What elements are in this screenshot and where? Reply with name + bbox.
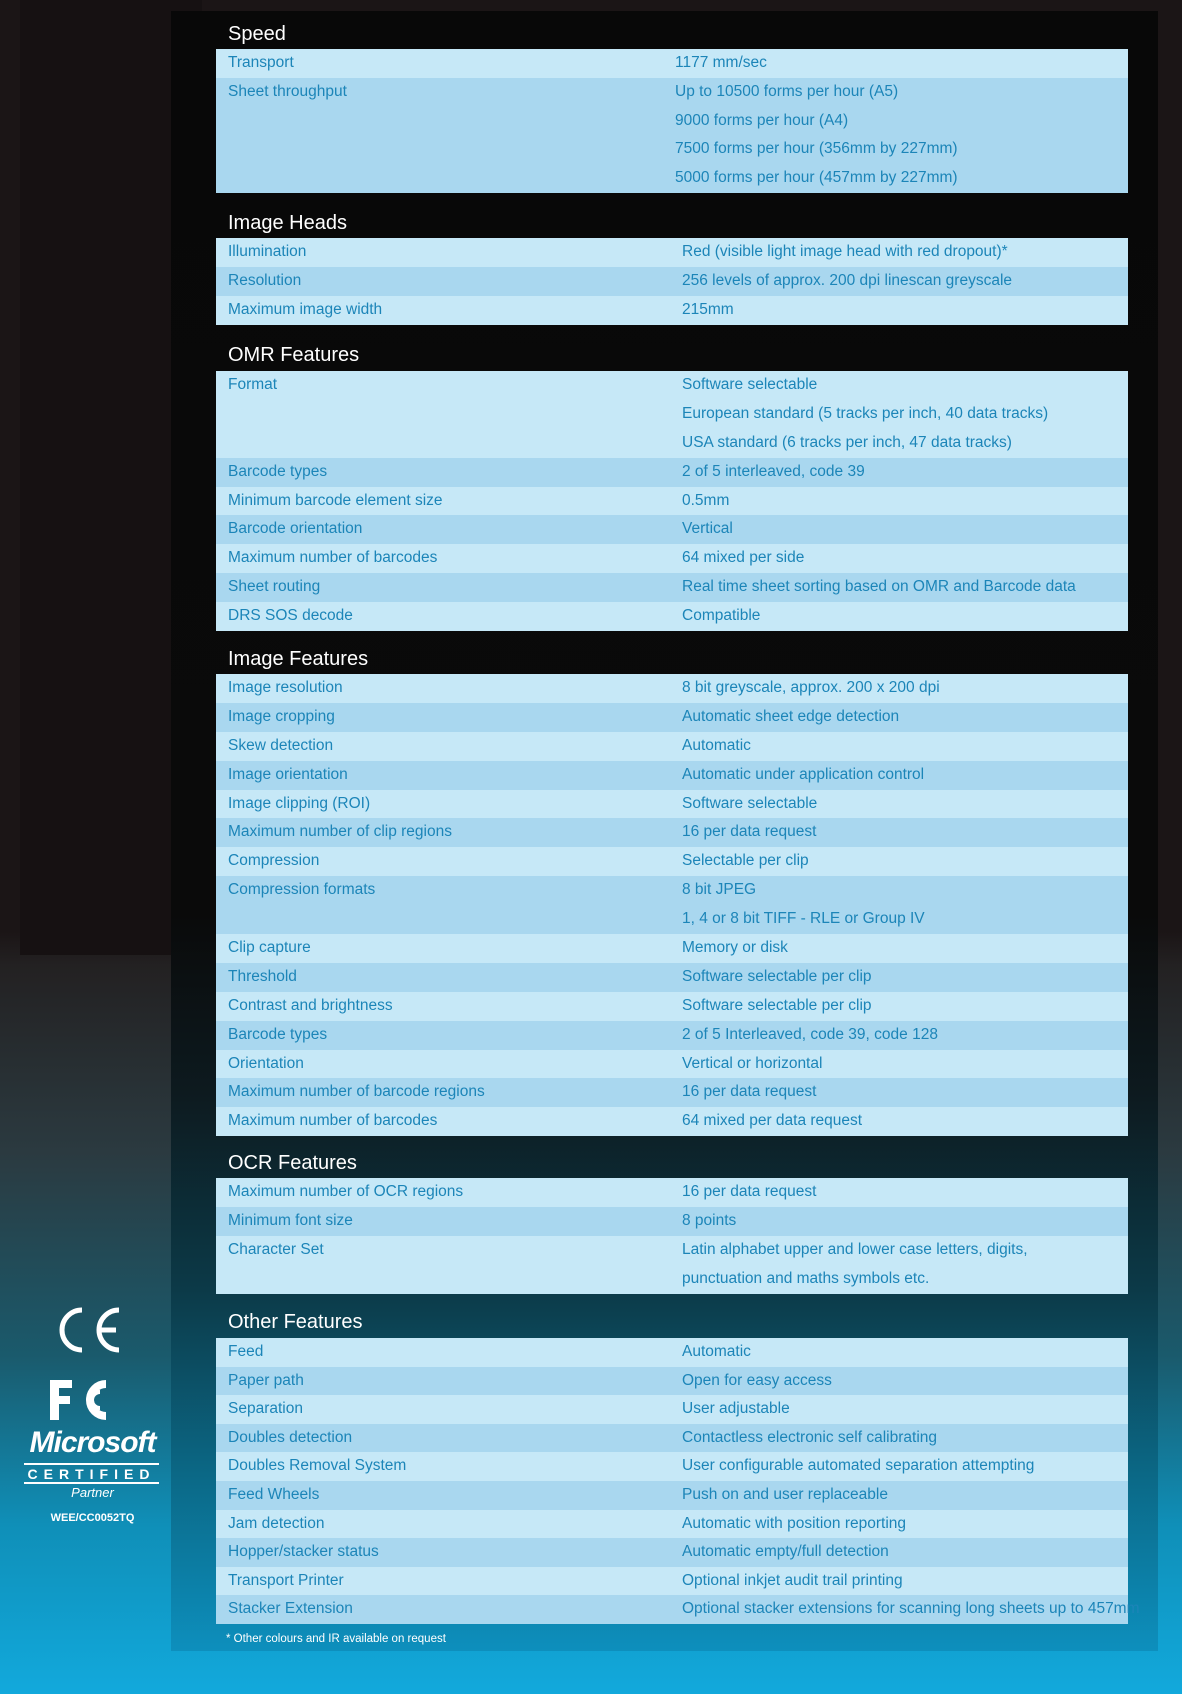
spec-row bbox=[216, 1510, 1128, 1539]
spec-label: Transport Printer bbox=[228, 1571, 344, 1589]
spec-value: 9000 forms per hour (A4) bbox=[675, 111, 849, 129]
spec-row bbox=[216, 515, 1128, 544]
spec-label: Doubles detection bbox=[228, 1428, 353, 1446]
spec-value: 8 points bbox=[682, 1211, 737, 1229]
spec-label: Maximum number of barcode regions bbox=[228, 1083, 485, 1101]
spec-row bbox=[216, 573, 1128, 602]
spec-row bbox=[216, 371, 1128, 458]
spec-table bbox=[216, 1338, 1140, 1624]
footnote: * Other colours and IR available on request bbox=[226, 1633, 446, 1645]
section-title: Speed bbox=[228, 23, 286, 45]
spec-row bbox=[216, 487, 1128, 516]
spec-label: Threshold bbox=[228, 967, 297, 985]
spec-row bbox=[216, 1207, 1128, 1236]
spec-label: Sheet routing bbox=[228, 578, 321, 596]
spec-label: Hopper/stacker status bbox=[228, 1543, 379, 1561]
spec-row bbox=[216, 296, 1128, 325]
spec-value: Vertical or horizontal bbox=[682, 1054, 823, 1072]
section-title: OCR Features bbox=[228, 1152, 357, 1174]
spec-table bbox=[216, 674, 1128, 1136]
spec-row bbox=[216, 1367, 1128, 1396]
spec-value: punctuation and maths symbols etc. bbox=[682, 1269, 930, 1287]
spec-value: User configurable automated separation attempting bbox=[682, 1457, 1035, 1475]
spec-value: User adjustable bbox=[682, 1400, 790, 1418]
spec-label: Separation bbox=[228, 1400, 303, 1418]
spec-row bbox=[216, 1424, 1128, 1453]
spec-label: Image orientation bbox=[228, 765, 348, 783]
spec-value: Up to 10500 forms per hour (A5) bbox=[675, 82, 899, 100]
spec-label: Minimum font size bbox=[228, 1211, 353, 1229]
spec-label: DRS SOS decode bbox=[228, 607, 353, 625]
spec-value: 2 of 5 interleaved, code 39 bbox=[682, 462, 865, 480]
spec-value: Software selectable bbox=[682, 376, 818, 393]
spec-value: Vertical bbox=[682, 520, 733, 538]
spec-label: Illumination bbox=[228, 243, 307, 260]
spec-label: Transport bbox=[228, 54, 294, 71]
spec-value: Software selectable per clip bbox=[682, 996, 872, 1014]
spec-label: Paper path bbox=[228, 1371, 304, 1389]
spec-row bbox=[216, 1021, 1128, 1050]
spec-row bbox=[216, 1178, 1128, 1207]
spec-label: Maximum image width bbox=[228, 301, 383, 318]
spec-table bbox=[216, 238, 1128, 325]
certification-code: WEE/CC0052TQ bbox=[50, 1512, 135, 1524]
spec-row bbox=[216, 876, 1128, 934]
spec-value: Real time sheet sorting based on OMR and Barcode data bbox=[682, 578, 1076, 596]
spec-row bbox=[216, 847, 1128, 876]
spec-value: 8 bit JPEG bbox=[682, 881, 757, 899]
spec-value: Automatic with position reporting bbox=[682, 1514, 907, 1532]
spec-value: Automatic bbox=[682, 736, 751, 754]
spec-value: 1, 4 or 8 bit TIFF - RLE or Group IV bbox=[682, 910, 925, 928]
spec-value: 0.5mm bbox=[682, 491, 730, 509]
spec-row bbox=[216, 602, 1128, 631]
spec-label: Maximum number of barcodes bbox=[228, 1112, 438, 1130]
spec-label: Feed Wheels bbox=[228, 1485, 320, 1503]
microsoft-certified-label: CERTIFIED bbox=[24, 1463, 159, 1484]
spec-label: Minimum barcode element size bbox=[228, 491, 443, 509]
spec-value: Compatible bbox=[682, 607, 761, 625]
spec-label: Image cropping bbox=[228, 707, 335, 725]
spec-value: 64 mixed per data request bbox=[682, 1112, 863, 1130]
spec-row bbox=[216, 267, 1128, 296]
spec-label: Barcode types bbox=[228, 1025, 328, 1043]
spec-value: Software selectable bbox=[682, 794, 818, 812]
spec-row bbox=[216, 1567, 1128, 1596]
spec-value: 8 bit greyscale, approx. 200 x 200 dpi bbox=[682, 679, 940, 696]
spec-label: Orientation bbox=[228, 1054, 304, 1072]
spec-value: Contactless electronic self calibrating bbox=[682, 1428, 938, 1446]
spec-value: Push on and user replaceable bbox=[682, 1485, 888, 1503]
spec-label: Sheet throughput bbox=[228, 82, 347, 100]
spec-row bbox=[216, 544, 1128, 573]
spec-value: Automatic sheet edge detection bbox=[682, 707, 900, 725]
spec-row bbox=[216, 934, 1128, 963]
spec-row bbox=[216, 703, 1128, 732]
spec-value: 5000 forms per hour (457mm by 227mm) bbox=[675, 169, 958, 187]
spec-row bbox=[216, 1595, 1140, 1624]
spec-value: Optional stacker extensions for scanning long sheets up to 457mm bbox=[682, 1600, 1140, 1618]
spec-value: Automatic empty/full detection bbox=[682, 1543, 889, 1561]
section-title: OMR Features bbox=[228, 344, 360, 366]
spec-row bbox=[216, 790, 1128, 819]
spec-value: Optional inkjet audit trail printing bbox=[682, 1571, 903, 1589]
spec-label: Resolution bbox=[228, 272, 302, 289]
section-title: Image Features bbox=[228, 648, 369, 670]
microsoft-partner-label: Partner bbox=[71, 1485, 114, 1500]
spec-value: 256 levels of approx. 200 dpi linescan greyscale bbox=[682, 272, 1013, 289]
spec-table bbox=[216, 49, 1128, 193]
spec-label: Stacker Extension bbox=[228, 1600, 353, 1618]
spec-label: Format bbox=[228, 376, 278, 393]
spec-row bbox=[216, 732, 1128, 761]
spec-row bbox=[216, 761, 1128, 790]
spec-value: 215mm bbox=[682, 301, 734, 318]
spec-value: Software selectable per clip bbox=[682, 967, 872, 985]
spec-label: Doubles Removal System bbox=[228, 1457, 407, 1475]
spec-value: 2 of 5 Interleaved, code 39, code 128 bbox=[682, 1025, 938, 1043]
spec-value: Red (visible light image head with red dropout)* bbox=[682, 243, 1008, 260]
spec-value: European standard (5 tracks per inch, 40 data tracks) bbox=[682, 404, 1049, 422]
spec-row bbox=[216, 1050, 1128, 1079]
spec-row bbox=[216, 674, 1128, 703]
spec-value: Selectable per clip bbox=[682, 852, 809, 870]
spec-row bbox=[216, 1078, 1128, 1107]
spec-label: Feed bbox=[228, 1343, 264, 1360]
spec-label: Compression bbox=[228, 852, 320, 870]
section-title: Other Features bbox=[228, 1311, 363, 1333]
fcc-mark-icon bbox=[20, 1372, 165, 1428]
spec-row bbox=[216, 1538, 1128, 1567]
spec-value: 16 per data request bbox=[682, 1183, 817, 1200]
spec-row bbox=[216, 963, 1128, 992]
spec-row bbox=[216, 1338, 1128, 1367]
ce-mark-icon bbox=[20, 1302, 165, 1358]
spec-value: Automatic bbox=[682, 1343, 751, 1360]
spec-value: 16 per data request bbox=[682, 1083, 817, 1101]
spec-value: 64 mixed per side bbox=[682, 549, 805, 567]
spec-table bbox=[216, 371, 1128, 631]
spec-value: 1177 mm/sec bbox=[675, 54, 767, 71]
spec-row bbox=[216, 238, 1128, 267]
spec-label: Contrast and brightness bbox=[228, 996, 393, 1014]
spec-value: Automatic under application control bbox=[682, 765, 925, 783]
spec-value: 7500 forms per hour (356mm by 227mm) bbox=[675, 140, 958, 158]
spec-row bbox=[216, 458, 1128, 487]
spec-row bbox=[216, 1481, 1128, 1510]
spec-label: Compression formats bbox=[228, 881, 376, 899]
microsoft-logo: Microsoft bbox=[29, 1426, 156, 1459]
spec-row bbox=[216, 1452, 1128, 1481]
spec-table bbox=[216, 1178, 1128, 1294]
spec-label: Barcode orientation bbox=[228, 520, 363, 538]
spec-value: 16 per data request bbox=[682, 823, 817, 841]
spec-label: Skew detection bbox=[228, 736, 334, 754]
spec-label: Maximum number of clip regions bbox=[228, 823, 452, 841]
spec-value: USA standard (6 tracks per inch, 47 data tracks) bbox=[682, 433, 1012, 451]
spec-row bbox=[216, 49, 1128, 78]
spec-label: Maximum number of barcodes bbox=[228, 549, 438, 567]
spec-label: Image resolution bbox=[228, 679, 343, 696]
spec-value: Latin alphabet upper and lower case letters, digits, bbox=[682, 1240, 1028, 1258]
spec-row bbox=[216, 78, 1128, 193]
spec-row bbox=[216, 1395, 1128, 1424]
spec-label: Barcode types bbox=[228, 462, 328, 480]
spec-label: Character Set bbox=[228, 1240, 324, 1258]
spec-label: Jam detection bbox=[228, 1514, 325, 1532]
section-title: Image Heads bbox=[228, 212, 347, 234]
spec-label: Clip capture bbox=[228, 939, 311, 957]
spec-value: Memory or disk bbox=[682, 939, 788, 957]
spec-row bbox=[216, 1236, 1128, 1294]
spec-row bbox=[216, 818, 1128, 847]
spec-row bbox=[216, 992, 1128, 1021]
spec-row bbox=[216, 1107, 1128, 1136]
spec-label: Maximum number of OCR regions bbox=[228, 1183, 464, 1200]
spec-label: Image clipping (ROI) bbox=[228, 794, 371, 812]
spec-value: Open for easy access bbox=[682, 1371, 832, 1389]
